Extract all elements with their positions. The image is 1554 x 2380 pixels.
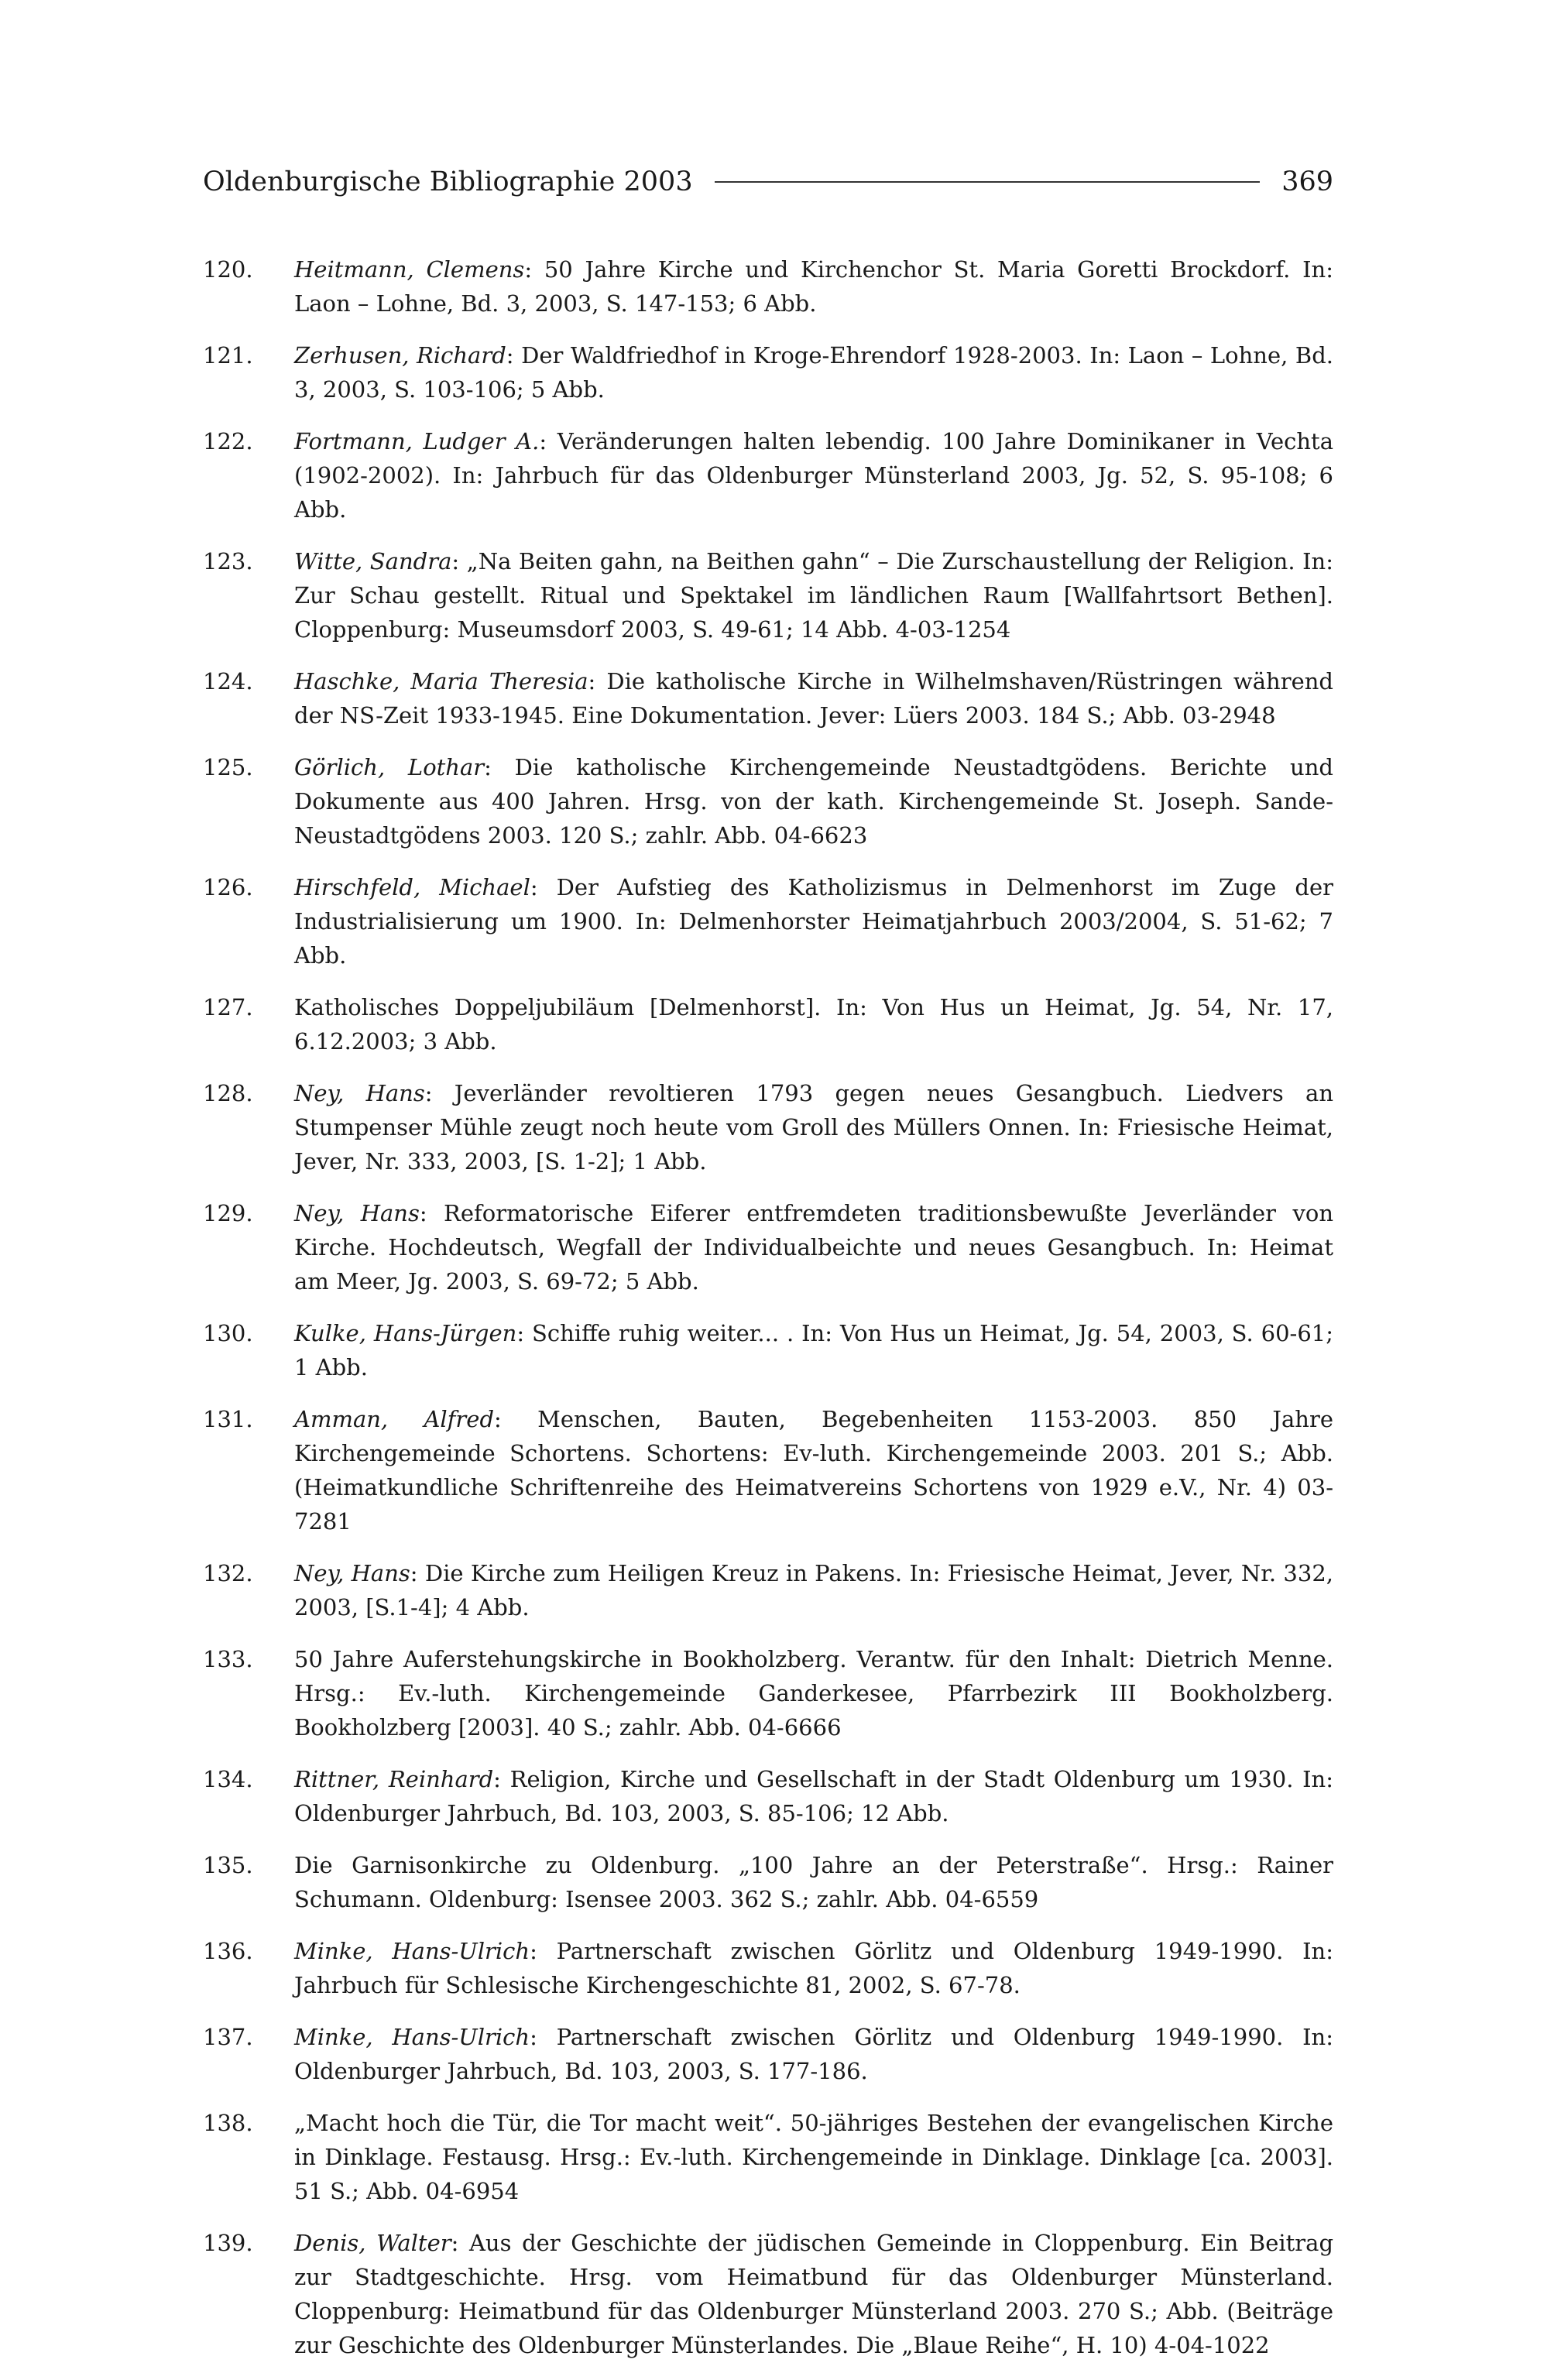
entry-body	[294, 1196, 1333, 1298]
entry-text: : Jeverländer revoltieren 1793 gegen neues Gesangbuch. Liedvers an Stumpenser Mühle zeugt noch heute vom Groll des Müllers Onnen. In: Friesische Heimat, Jever, Nr. 333, 2003, [S. 1-2]; 1 Abb.	[294, 1080, 1333, 1175]
page-number: 369	[1281, 166, 1333, 197]
entry-author: Kulke, Hans-Jürgen	[294, 1320, 517, 1346]
bibliography-entry	[203, 544, 1333, 646]
entry-text: : Aus der Geschichte der jüdischen Gemeinde in Cloppenburg. Ein Beitrag zur Stadtgeschichte. Hrsg. vom Heimatbund für das Oldenburger Münsterland. Cloppenburg: Heimatbund für das Oldenburger Münsterland 2003. 270 S.; Abb. (Beiträge zur Geschichte des Oldenburger Münsterlandes. Die „Blaue Reihe“, H. 10) 4-04-1022	[294, 2230, 1334, 2358]
entry-text: : Religion, Kirche und Gesellschaft in der Stadt Oldenburg um 1930. In: Oldenburger Jahrbuch, Bd. 103, 2003, S. 85-106; 12 Abb.	[294, 1766, 1334, 1826]
entry-text: Die Garnisonkirche zu Oldenburg. „100 Jahre an der Peterstraße“. Hrsg.: Rainer Schumann. Oldenburg: Isensee 2003. 362 S.; zahlr. Abb. 04-6559	[294, 1852, 1333, 1912]
bibliography-entry	[203, 1076, 1333, 1178]
entry-text: 50 Jahre Auferstehungskirche in Bookholzberg. Verantw. für den Inhalt: Dietrich Menne. Hrsg.: Ev.-luth. Kirchengemeinde Ganderkesee, Pfarrbezirk III Bookholzberg. Bookholzberg [2003]. 40 S.; zahlr. Abb. 04-6666	[294, 1646, 1333, 1740]
entry-body	[294, 252, 1333, 321]
entry-body	[294, 2226, 1333, 2362]
entry-text: : Partnerschaft zwischen Görlitz und Oldenburg 1949-1990. In: Jahrbuch für Schlesische Kirchengeschichte 81, 2002, S. 67-78.	[294, 1938, 1333, 1998]
running-header	[203, 163, 1333, 201]
entry-number: 120.	[203, 256, 253, 283]
entry-author: Heitmann, Clemens	[294, 256, 525, 283]
entry-text: : Die Kirche zum Heiligen Kreuz in Pakens. In: Friesische Heimat, Jever, Nr. 332, 2003, [S.1-4]; 4 Abb.	[294, 1560, 1333, 1620]
bibliography-list	[203, 252, 1333, 2380]
entry-author: Ney, Hans	[294, 1080, 425, 1106]
entry-text: : Reformatorische Eiferer entfremdeten traditionsbewußte Jeverländer von Kirche. Hochdeutsch, Wegfall der Individualbeichte und neues Gesangbuch. In: Heimat am Meer, Jg. 2003, S. 69-72; 5 Abb.	[294, 1200, 1333, 1295]
bibliography-entry	[203, 2020, 1333, 2088]
entry-text: : 50 Jahre Kirche und Kirchenchor St. Maria Goretti Brockdorf. In: Laon – Lohne, Bd. 3, 2003, S. 147-153; 6 Abb.	[294, 256, 1333, 317]
bibliography-entry	[203, 664, 1333, 732]
entry-number: 139.	[203, 2230, 253, 2256]
header-title: Oldenburgische Bibliographie 2003	[203, 166, 693, 197]
bibliography-entry	[203, 750, 1333, 852]
entry-text: „Macht hoch die Tür, die Tor macht weit“. 50-jähriges Bestehen der evangelischen Kirche in Dinklage. Festausg. Hrsg.: Ev.-luth. Kirchengemeinde in Dinklage. Dinklage [ca. 2003]. 51 S.; Abb. 04-6954	[294, 2110, 1333, 2204]
entry-number: 125.	[203, 754, 253, 780]
entry-text: : Die katholische Kirche in Wilhelmshaven/Rüstringen während der NS-Zeit 1933-1945. Eine Dokumentation. Jever: Lüers 2003. 184 S.; Abb. 03-2948	[294, 668, 1333, 729]
bibliography-entry	[203, 1934, 1333, 2002]
entry-number: 123.	[203, 548, 253, 574]
entry-number: 124.	[203, 668, 253, 694]
entry-author: Zerhusen, Richard	[294, 342, 506, 369]
bibliography-entry	[203, 252, 1333, 321]
entry-text: Katholisches Doppeljubiläum [Delmenhorst]. In: Von Hus un Heimat, Jg. 54, Nr. 17, 6.12.2003; 3 Abb.	[294, 994, 1333, 1055]
entry-author: Witte, Sandra	[294, 548, 452, 574]
entry-number: 135.	[203, 1852, 253, 1878]
bibliography-entry	[203, 870, 1333, 972]
entry-author: Haschke, Maria Theresia	[294, 668, 588, 694]
entry-body	[294, 1642, 1333, 1744]
entry-body	[294, 1316, 1333, 1384]
entry-body	[294, 1556, 1333, 1624]
entry-author: Hirschfeld, Michael	[294, 874, 530, 900]
bibliography-entry	[203, 1848, 1333, 1916]
entry-text: : Veränderungen halten lebendig. 100 Jahre Dominikaner in Vechta (1902-2002). In: Jahrbuch für das Oldenburger Münsterland 2003, Jg. 52, S. 95-108; 6 Abb.	[294, 428, 1334, 523]
entry-body	[294, 1848, 1333, 1916]
entry-author: Minke, Hans-Ulrich	[294, 1938, 530, 1964]
entry-author: Amman, Alfred	[294, 1406, 495, 1432]
entry-text: : Der Aufstieg des Katholizismus in Delmenhorst im Zuge der Industrialisierung um 1900. In: Delmenhorster Heimatjahrbuch 2003/2004, S. 51-62; 7 Abb.	[294, 874, 1333, 969]
entry-body	[294, 1762, 1333, 1830]
entry-author: Ney, Hans	[294, 1560, 410, 1586]
bibliography-entry	[203, 1556, 1333, 1624]
entry-body	[294, 544, 1333, 646]
entry-text: : Schiffe ruhig weiter... . In: Von Hus un Heimat, Jg. 54, 2003, S. 60-61; 1 Abb.	[294, 1320, 1333, 1380]
entry-body	[294, 424, 1333, 526]
entry-number: 138.	[203, 2110, 253, 2136]
bibliography-entry	[203, 1402, 1333, 1538]
entry-text: : „Na Beiten gahn, na Beithen gahn“ – Die Zurschaustellung der Religion. In: Zur Schau gestellt. Ritual und Spektakel im ländlichen Raum [Wallfahrtsort Bethen]. Cloppenburg: Museumsdorf 2003, S. 49-61; 14 Abb. 4-03-1254	[294, 548, 1333, 643]
bibliography-entry	[203, 338, 1333, 406]
entry-number: 128.	[203, 1080, 253, 1106]
entry-author: Rittner, Reinhard	[294, 1766, 494, 1792]
bibliography-entry	[203, 1762, 1333, 1830]
entry-body	[294, 664, 1333, 732]
entry-number: 137.	[203, 2024, 253, 2050]
entry-number: 136.	[203, 1938, 253, 1964]
entry-number: 133.	[203, 1646, 253, 1672]
entry-author: Görlich, Lothar	[294, 754, 485, 780]
entry-number: 122.	[203, 428, 253, 454]
bibliography-entry	[203, 1642, 1333, 1744]
entry-author: Fortmann, Ludger A.	[294, 428, 540, 454]
entry-body	[294, 1076, 1333, 1178]
bibliography-entry	[203, 2106, 1333, 2208]
entry-body	[294, 1934, 1333, 2002]
entry-number: 130.	[203, 1320, 253, 1346]
entry-number: 131.	[203, 1406, 253, 1432]
entry-body	[294, 990, 1333, 1058]
entry-body	[294, 750, 1333, 852]
entry-body	[294, 2106, 1333, 2208]
bibliography-entry	[203, 1316, 1333, 1384]
bibliography-entry	[203, 990, 1333, 1058]
entry-author: Minke, Hans-Ulrich	[294, 2024, 530, 2050]
entry-body	[294, 1402, 1333, 1538]
entry-text: : Partnerschaft zwischen Görlitz und Oldenburg 1949-1990. In: Oldenburger Jahrbuch, Bd. 103, 2003, S. 177-186.	[294, 2024, 1333, 2084]
entry-number: 129.	[203, 1200, 253, 1226]
entry-text: : Die katholische Kirchengemeinde Neustadtgödens. Berichte und Dokumente aus 400 Jahren. Hrsg. von der kath. Kirchengemeinde St. Joseph. Sande-Neustadtgödens 2003. 120 S.; zahlr. Abb. 04-6623	[294, 754, 1333, 849]
entry-number: 121.	[203, 342, 253, 369]
entry-body	[294, 870, 1333, 972]
entry-text: : Menschen, Bauten, Begebenheiten 1153-2003. 850 Jahre Kirchengemeinde Schortens. Schortens: Ev-luth. Kirchengemeinde 2003. 201 S.; Abb. (Heimatkundliche Schriftenreihe des Heimatvereins Schortens von 1929 e.V., Nr. 4) 03-7281	[294, 1406, 1334, 1535]
entry-body	[294, 338, 1333, 406]
entry-number: 132.	[203, 1560, 253, 1586]
entry-author: Ney, Hans	[294, 1200, 420, 1226]
bibliography-entry	[203, 1196, 1333, 1298]
bibliography-entry	[203, 2226, 1333, 2362]
entry-author: Denis, Walter	[294, 2230, 451, 2256]
entry-number: 127.	[203, 994, 253, 1020]
entry-text: : Der Waldfriedhof in Kroge-Ehrendorf 1928-2003. In: Laon – Lohne, Bd. 3, 2003, S. 103-106; 5 Abb.	[294, 342, 1334, 403]
header-rule	[715, 181, 1261, 183]
entry-number: 134.	[203, 1766, 253, 1792]
entry-body	[294, 2020, 1333, 2088]
bibliography-entry	[203, 424, 1333, 526]
entry-number: 126.	[203, 874, 253, 900]
